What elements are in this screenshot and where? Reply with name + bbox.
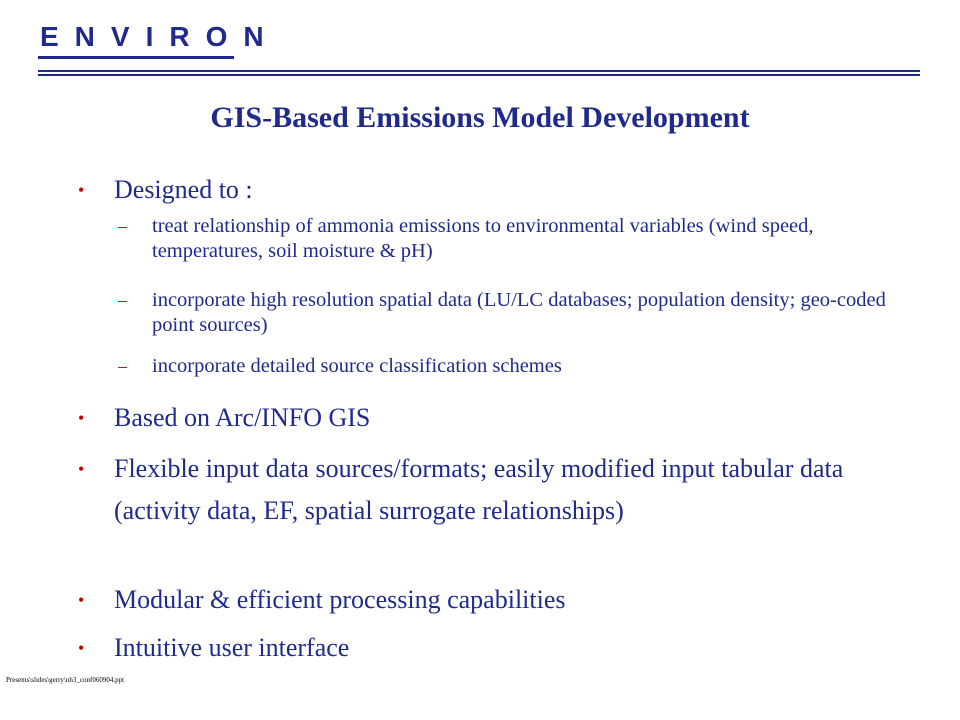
bullet-text: Designed to : — [114, 175, 253, 204]
logo-text: ENVIRON — [40, 21, 280, 52]
subbullet-text: incorporate detailed source classification schemes — [152, 355, 562, 377]
subbullet-marker: – — [118, 356, 127, 376]
subbullet-text: treat relationship of ammonia emissions to environmental variables (wind speed, temperatures, soil moisture & pH) — [152, 215, 814, 262]
bullet-marker: • — [78, 408, 85, 428]
header-rule-bottom — [38, 74, 920, 76]
subbullet-marker: – — [118, 290, 127, 310]
bullet-text: Based on Arc/INFO GIS — [114, 403, 371, 432]
bullet-marker: • — [78, 180, 85, 200]
bullet-text: Intuitive user interface — [114, 633, 350, 662]
bullet-marker: • — [78, 459, 85, 479]
header-rule-top — [38, 70, 920, 72]
subbullet-text: incorporate high resolution spatial data (LU/LC databases; population density; geo-coded point sources) — [152, 289, 886, 336]
subbullet-marker: – — [118, 216, 127, 236]
environ-logo — [38, 21, 280, 59]
logo-underline — [38, 56, 234, 59]
bullet-text: Modular & efficient processing capabilities — [114, 585, 566, 614]
file-path-footer: Presents\slides\gerry\nh3_conf060904.ppt — [6, 676, 125, 684]
bullet-marker: • — [78, 590, 85, 610]
bullet-text: Flexible input data sources/formats; easily modified input tabular data (activity data, EF, spatial surrogate relationships) — [114, 454, 844, 525]
bullet-marker: • — [78, 638, 85, 658]
slide-title: GIS-Based Emissions Model Development — [210, 101, 750, 134]
